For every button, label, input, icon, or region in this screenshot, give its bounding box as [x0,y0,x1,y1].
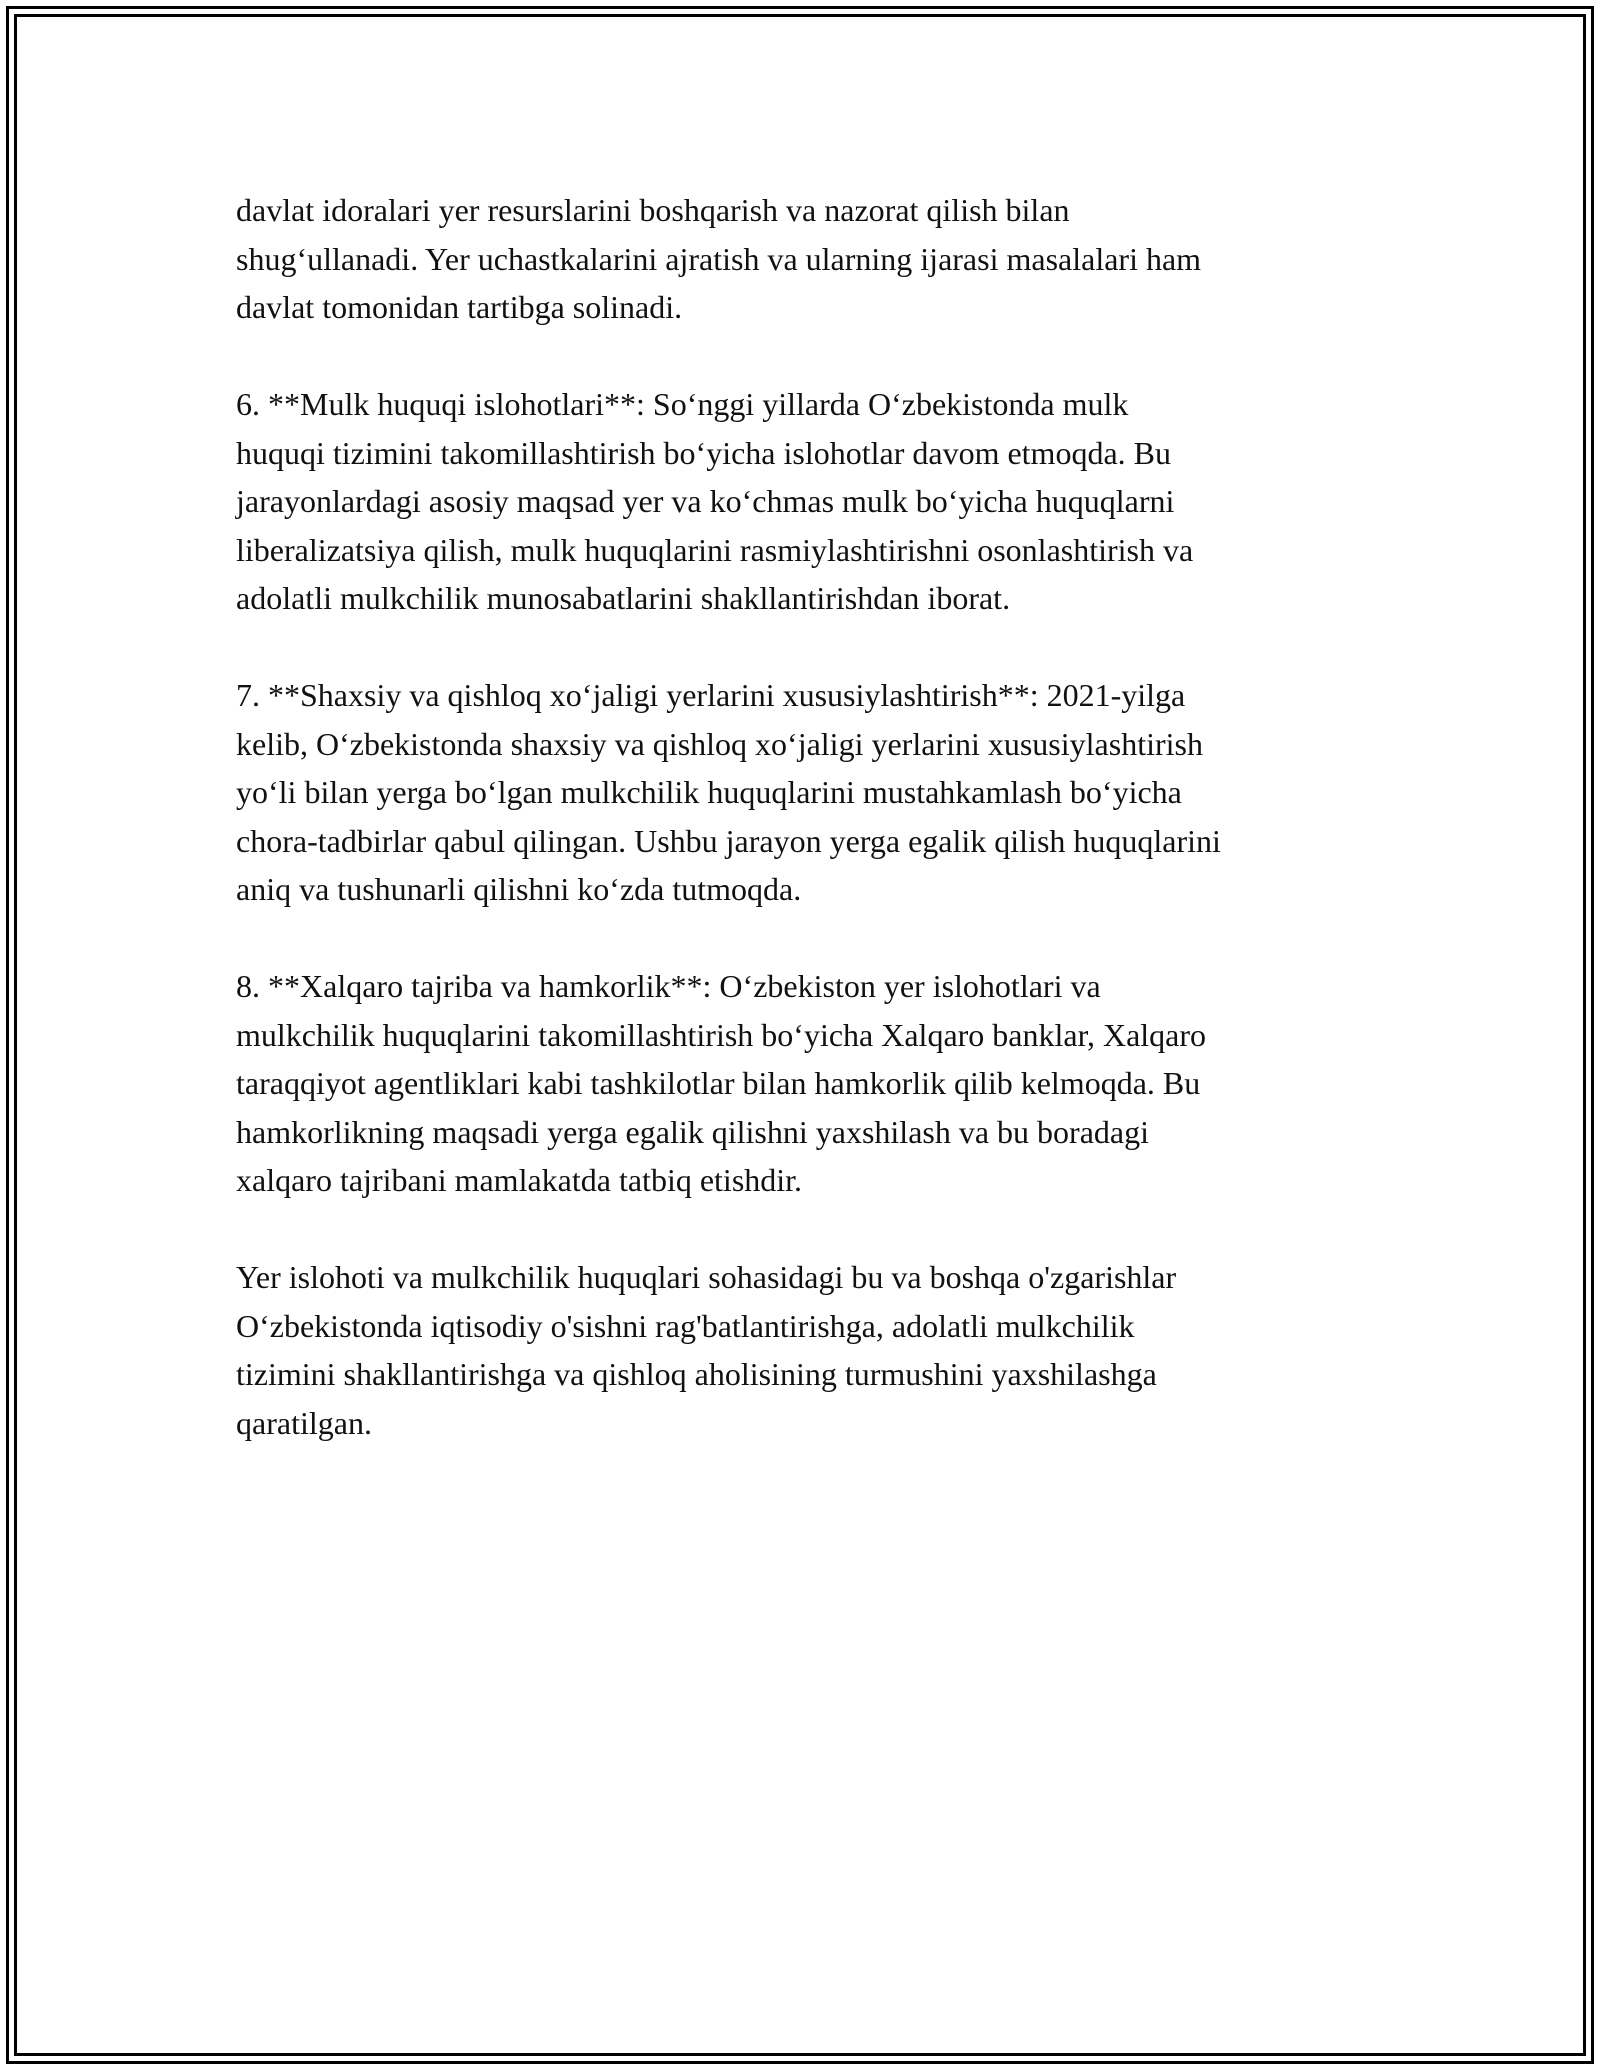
text-line: qaratilgan. [236,1404,372,1441]
paragraph-item-6-property-reforms [236,380,1376,623]
text-line: chora-tadbirlar qabul qilingan. Ushbu jarayon yerga egalik qilish huquqlarini [236,822,1221,859]
paragraph-land-administration [236,186,1376,332]
text-line: davlat tomonidan tartibga solinadi. [236,289,683,325]
text-line: Yer islohoti va mulkchilik huquqlari sohasidagi bu va boshqa o'zgarishlar [236,1259,1177,1295]
text-line: O‘zbekistonda iqtisodiy o'sishni rag'batlantirishga, adolatli mulkchilik [236,1307,1135,1344]
text-line: taraqqiyot agentliklari kabi tashkilotlar bilan hamkorlik qilib kelmoqda. Bu [236,1065,1201,1101]
paragraph-conclusion [236,1253,1376,1447]
text-line: hamkorlikning maqsadi yerga egalik qilishni yaxshilash va bu boradagi [236,1113,1149,1150]
paragraph-item-7-privatization [236,671,1376,914]
text-line: adolatli mulkchilik munosabatlarini shakllantirishdan iborat. [236,580,1011,616]
text-line: jarayonlardagi asosiy maqsad yer va ko‘chmas mulk bo‘yicha huquqlarni [236,483,1175,519]
text-line: liberalizatsiya qilish, mulk huquqlarini rasmiylashtirishni osonlashtirish va [236,531,1194,568]
text-line: shug‘ullanadi. Yer uchastkalarini ajratish va ularning ijarasi masalalari ham [236,240,1202,277]
document-body [236,186,1376,1496]
text-line: 8. **Xalqaro tajriba va hamkorlik**: O‘zbekiston yer islohotlari va [236,968,1101,1004]
paragraph-item-8-international-cooperation [236,962,1376,1205]
text-line: kelib, O‘zbekistonda shaxsiy va qishloq xo‘jaligi yerlarini xususiylashtirish [236,725,1203,762]
text-line: yo‘li bilan yerga bo‘lgan mulkchilik huquqlarini mustahkamlash bo‘yicha [236,774,1182,810]
text-line: davlat idoralari yer resurslarini boshqarish va nazorat qilish bilan [236,192,1070,228]
text-line: xalqaro tajribani mamlakatda tatbiq etishdir. [236,1162,803,1198]
text-line: aniq va tushunarli qilishni ko‘zda tutmoqda. [236,871,802,907]
text-line: 7. **Shaxsiy va qishloq xo‘jaligi yerlarini xususiylashtirish**: 2021-yilga [236,677,1186,713]
text-line: tizimini shakllantirishga va qishloq aholisining turmushini yaxshilashga [236,1356,1157,1392]
text-line: 6. **Mulk huquqi islohotlari**: So‘nggi yillarda O‘zbekistonda mulk [236,386,1129,422]
text-line: mulkchilik huquqlarini takomillashtirish bo‘yicha Xalqaro banklar, Xalqaro [236,1016,1207,1053]
text-line: huquqi tizimini takomillashtirish bo‘yicha islohotlar davom etmoqda. Bu [236,434,1171,471]
